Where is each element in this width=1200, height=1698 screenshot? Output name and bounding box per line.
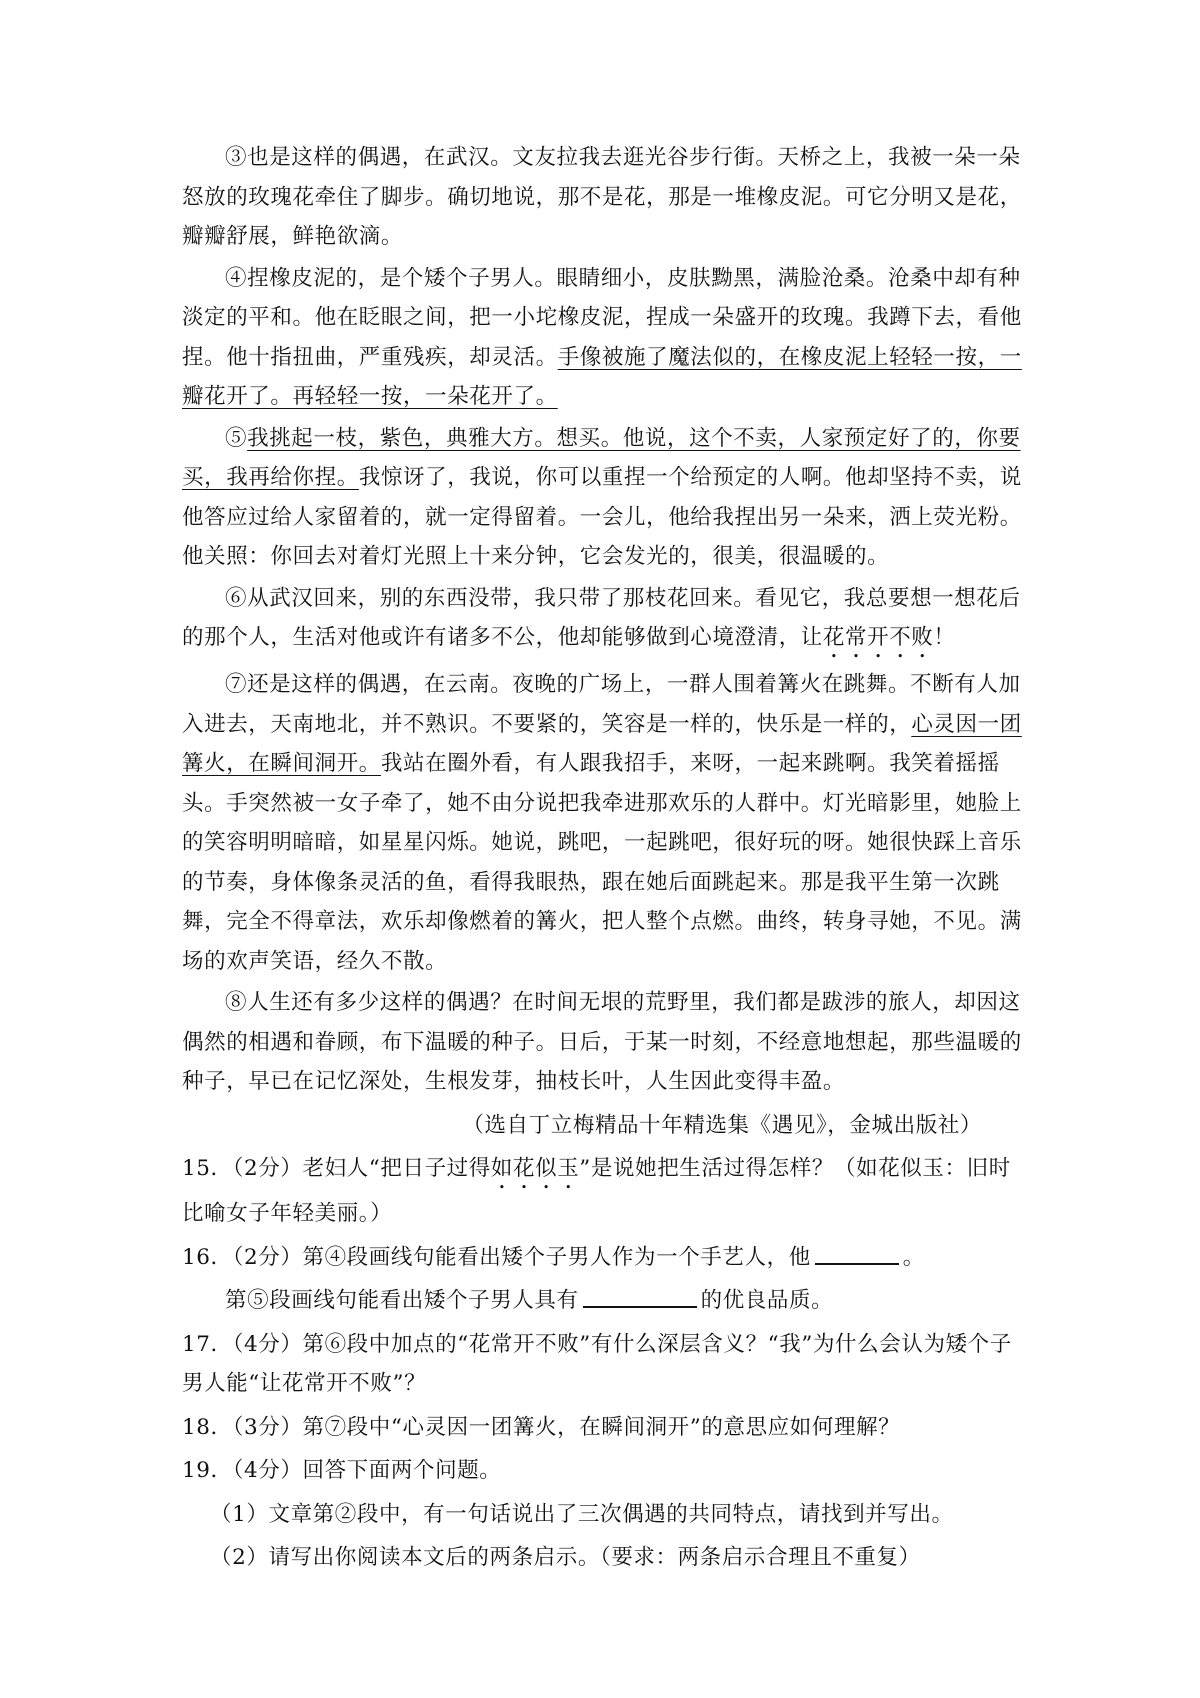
answer-blank-1[interactable]: [815, 1241, 899, 1265]
paragraph-6-end: ！: [933, 625, 956, 650]
paragraph-7: [182, 665, 1032, 981]
paragraph-8: [182, 983, 1032, 1102]
question-19: 19．（4分）回答下面两个问题。: [182, 1458, 502, 1483]
question-16-part-2: [182, 1281, 1032, 1321]
question-19-sub-1: （1）文章第②段中，有一句话说出了三次偶遇的共同特点，请找到并写出。: [210, 1501, 954, 1527]
question-16-part-2-end: 的优良品质。: [700, 1288, 834, 1313]
question-16-part-2-text: 第⑤段画线句能看出矮个子男人具有: [225, 1288, 579, 1313]
paragraph-7-text: ⑦还是这样的偶遇，在云南。夜晚的广场上，一群人围着篝火在跳舞。不断有人加入进去，天南地北，并不熟识。不要紧的，笑容是一样的，快乐是一样的，: [182, 672, 1021, 737]
question-15-text: 15．（2分）老妇人“把日子过得: [182, 1156, 491, 1181]
paragraph-4-underlined-sentence: 手像被施了魔法似的，在橡皮泥上轻轻一按，一瓣花开了。再轻轻一按，一朵花开了。: [182, 344, 1022, 409]
paragraph-7-text-rest: 我站在圈外看，有人跟我招手，来呀，一起来跳啊。我笑着摇摇头。手突然被一女子牵了，她不由分说把我牵进那欢乐的人群中。灯光暗影里，她脸上的笑容明明暗暗，如星星闪烁。她说，跳吧，一起跳吧，很好玩的呀。她很快踩上音乐的节奏，身体像条灵活的鱼，看得我眼热，跟在她后面跳起来。那是我平生第一次跳舞，完全不得章法，欢乐却像燃着的篝火，把人整个点燃。曲终，转身寻她，不见。满场的欢声笑语，经久不散。: [182, 751, 1022, 974]
answer-blank-2[interactable]: [583, 1284, 697, 1308]
reading-content: [182, 138, 1032, 1578]
paragraph-4-text: ④捏橡皮泥的，是个矮个子男人。眼睛细小，皮肤黝黑，满脸沧桑。沧桑中却有种淡定的平和。他在眨眼之间，把一小坨橡皮泥，捏成一朵盛开的玫瑰。我蹲下去，看他捏。他十指扭曲，严重残疾，却灵活。: [182, 265, 1022, 370]
paragraph-5-text: 我惊讶了，我说，你可以重捏一个给预定的人啊。他却坚持不卖，说他答应过给人家留着的，就一定得留着。一会儿，他给我捏出另一朵来，洒上荧光粉。他关照：你回去对着灯光照上十来分钟，它会发光的，很美，很温暖的。: [182, 465, 1022, 569]
paragraph-5-underlined-sentence: 我挑起一枝，紫色，典雅大方。想买。他说，这个不卖，人家预定好了的，你要买，我再给你捏。: [182, 425, 1021, 490]
question-18: 18．（3分）第⑦段中“心灵因一团篝火，在瞬间洞开”的意思应如何理解？: [182, 1414, 901, 1440]
paragraph-7-underlined-sentence: 心灵因一团篝火，在瞬间洞开。: [182, 711, 1022, 776]
paragraph-3-text: ③也是这样的偶遇，在武汉。文友拉我去逛光谷步行街。天桥之上，我被一朵一朵怒放的玫瑰花牵住了脚步。确切地说，那不是花，那是一堆橡皮泥。可它分明又是花，瓣瓣舒展，鲜艳欲滴。: [182, 145, 1022, 249]
paragraph-5: [182, 419, 1032, 577]
paragraph-6: [182, 579, 1032, 664]
question-15: [182, 1149, 1032, 1234]
question-16-end: 。: [902, 1244, 925, 1270]
question-15-dotted-phrase: 如花似玉: [490, 1156, 580, 1181]
question-17: 17．（4分）第⑥段中加点的“花常开不败”有什么深层含义？“我”为什么会认为矮个子男人能“让花常开不败”？: [182, 1331, 1012, 1396]
question-16-text: 16．（2分）第④段画线句能看出矮个子男人作为一个手艺人，他: [182, 1244, 811, 1270]
question-15-text-rest: ”是说她把生活过得怎样？（如花似玉：旧时比喻女子年轻美丽。）: [182, 1156, 1011, 1226]
paragraph-5-number: ⑤: [225, 425, 248, 451]
paragraph-3: [182, 138, 1032, 257]
paragraph-6-text: ⑥从武汉回来，别的东西没带，我只带了那枝花回来。看见它，我总要想一想花后的那个人，生活对他或许有诸多不公，他却能够做到心境澄清，让: [182, 585, 1021, 650]
question-19-sub-2: （2）请写出你阅读本文后的两条启示。（要求：两条启示合理且不重复）: [210, 1545, 921, 1570]
paragraph-6-dotted-phrase: 花常开不败: [822, 625, 934, 650]
paragraph-8-text: ⑧人生还有多少这样的偶遇？在时间无垠的荒野里，我们都是跋涉的旅人，却因这偶然的相遇和眷顾，布下温暖的种子。日后，于某一时刻，不经意地想起，那些温暖的种子，早已在记忆深处，生根发芽，抽枝长叶，人生因此变得丰盈。: [182, 990, 1022, 1094]
source-citation: （选自丁立梅精品十年精选集《遇见》，金城出版社）: [462, 1112, 982, 1138]
paragraph-4: [182, 259, 1032, 417]
question-16: [182, 1238, 1032, 1278]
